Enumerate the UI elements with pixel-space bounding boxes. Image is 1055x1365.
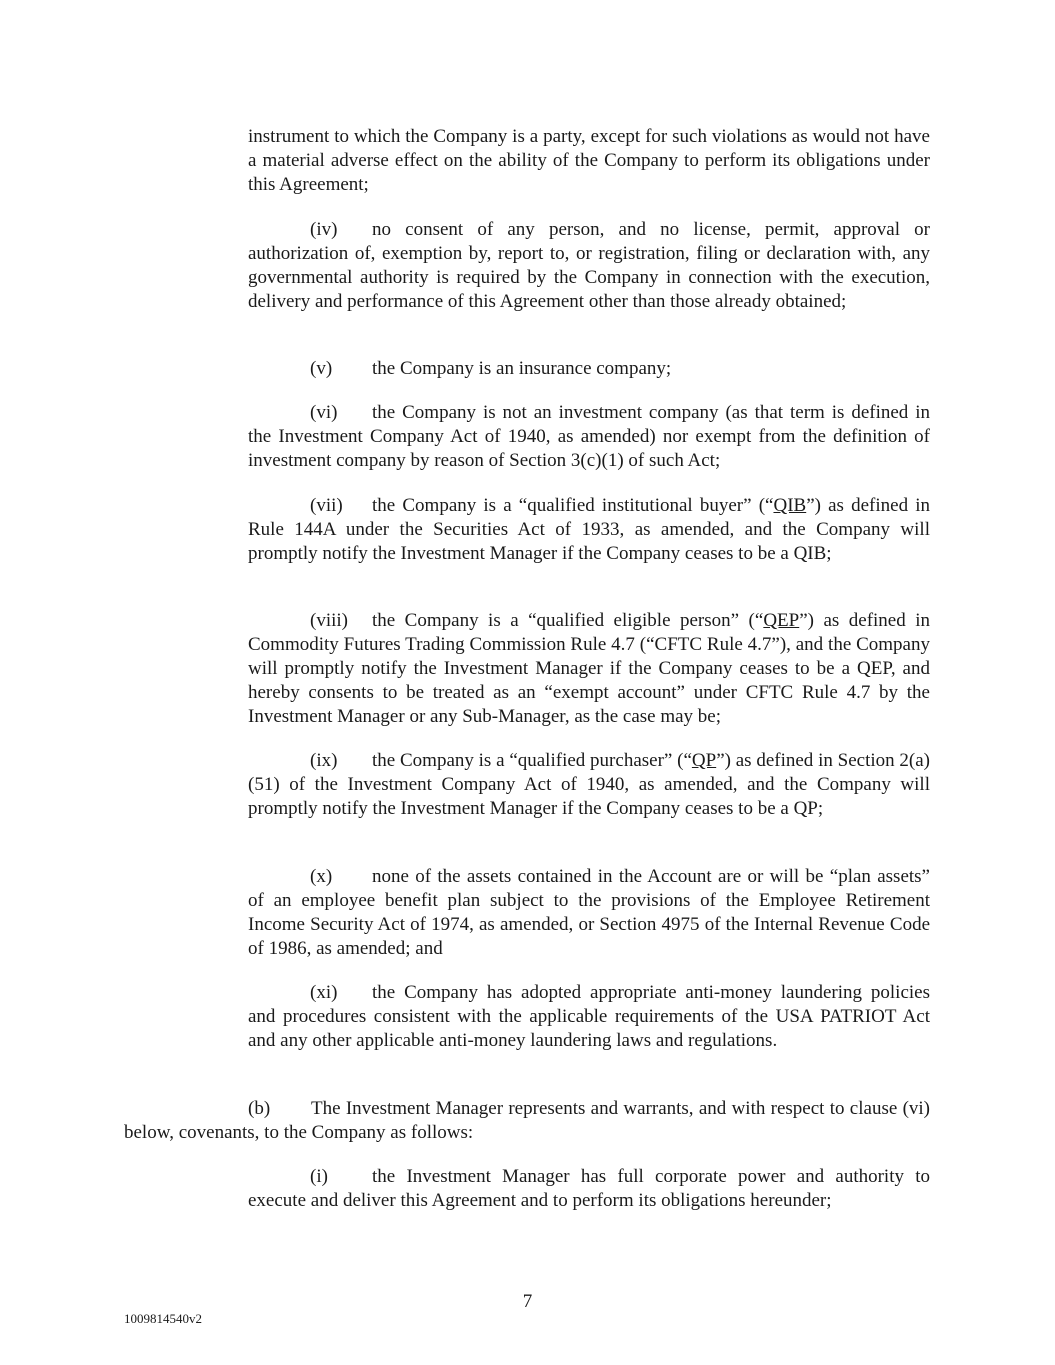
paragraph-continuation xyxy=(248,125,930,197)
paragraph-iv xyxy=(248,218,930,314)
document-id: 1009814540v2 xyxy=(124,1311,202,1326)
clause-number: (viii) xyxy=(310,610,348,631)
paragraph-b xyxy=(124,1097,930,1145)
paragraph-i xyxy=(248,1165,930,1213)
paragraph-text: no consent of any person, and no license, permit, approval or authorization of, exemption by, report to, or registration, filing or declaration with, any governmental authority is required by the Company in connection with the execution, delivery and performance of this Agreement other than those already obtained; xyxy=(248,219,930,312)
clause-number: (v) xyxy=(310,358,333,379)
paragraph-text: none of the assets contained in the Account are or will be “plan assets” of an employee benefit plan subject to the provisions of the Employee Retirement Income Security Act of 1974, as amended, or Section 4975 of the Internal Revenue Code of 1986, as amended; and xyxy=(248,866,930,959)
paragraph-text: the Company is a “qualified institutional buyer” (“ xyxy=(372,495,774,516)
defined-term: QEP xyxy=(763,610,800,631)
clause-number: (iv) xyxy=(310,219,338,240)
defined-term: QP xyxy=(691,750,717,771)
paragraph-text: ”) as defined in Section 2(a)(51) of the Investment Company Act of 1940, as amended, and the Company will promptly notify the Investment Manager if the Company ceases to be a QP; xyxy=(248,750,930,819)
section-number: (b) xyxy=(248,1098,271,1119)
paragraph-text: The Investment Manager represents and warrants, and with respect to clause (vi) below, covenants, to the Company as follows: xyxy=(124,1098,930,1143)
paragraph-vi xyxy=(248,401,930,473)
paragraph-text: instrument to which the Company is a party, except for such violations as would not have a material adverse effect on the ability of the Company to perform its obligations under this Agreement; xyxy=(248,126,930,195)
paragraph-text: the Company is an insurance company; xyxy=(372,358,672,379)
clause-number: (ix) xyxy=(310,750,338,771)
paragraph-text: the Company is a “qualified purchaser” (“ xyxy=(372,750,692,771)
page-number: 7 xyxy=(522,1291,533,1312)
paragraph-vii xyxy=(248,494,930,566)
clause-number: (xi) xyxy=(310,982,338,1003)
paragraph-xi xyxy=(248,981,930,1053)
paragraph-text: ”) as defined in Commodity Futures Trading Commission Rule 4.7 (“CFTC Rule 4.7”), and the Company will promptly notify the Investment Manager if the Company ceases to be a QEP, and hereby consents to be treated as an “exempt account” under CFTC Rule 4.7 by the Investment Manager or any Sub-Manager, as the case may be; xyxy=(248,610,930,727)
paragraph-text: ”) as defined in Rule 144A under the Securities Act of 1933, as amended, and the Company will promptly notify the Investment Manager if the Company ceases to be a QIB; xyxy=(248,495,930,564)
paragraph-ix xyxy=(248,749,930,821)
clause-number: (i) xyxy=(310,1166,328,1187)
clause-number: (vii) xyxy=(310,495,343,516)
paragraph-v xyxy=(248,357,930,381)
clause-number: (x) xyxy=(310,866,333,887)
paragraph-text: the Company is not an investment company (as that term is defined in the Investment Company Act of 1940, as amended) nor exempt from the definition of investment company by reason of Section 3(c)(1) of such Act; xyxy=(248,402,930,471)
paragraph-text: the Investment Manager has full corporate power and authority to execute and deliver this Agreement and to perform its obligations hereunder; xyxy=(248,1166,930,1211)
defined-term: QIB xyxy=(773,495,807,516)
paragraph-text: the Company is a “qualified eligible person” (“ xyxy=(372,610,764,631)
clause-number: (vi) xyxy=(310,402,338,423)
paragraph-viii xyxy=(248,609,930,729)
paragraph-x xyxy=(248,865,930,961)
paragraph-text: the Company has adopted appropriate anti-money laundering policies and procedures consistent with the applicable requirements of the USA PATRIOT Act and any other applicable anti-money laundering laws and regulations. xyxy=(248,982,930,1051)
